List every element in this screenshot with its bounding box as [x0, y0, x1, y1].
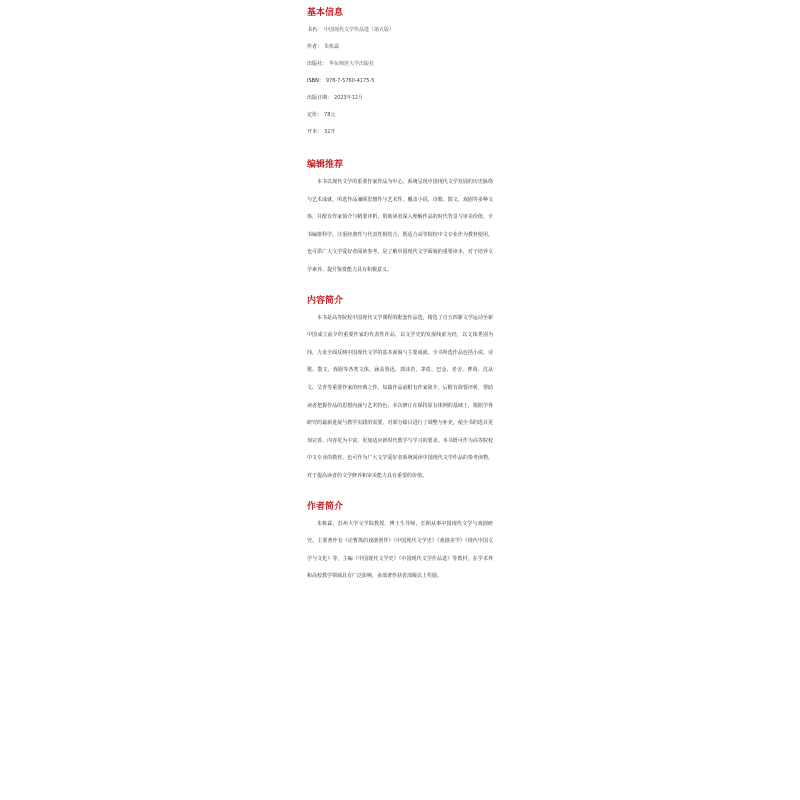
info-label: ISBN： — [307, 78, 324, 84]
author-intro-text: 朱栋霖，苏州大学文学院教授、博士生导师，长期从事中国现代文学与戏剧研究。主要著作有《论曹禺的戏剧创作》《中国现代文学史》《戏剧美学》《现代中国文学与文化》等，主编《中国现代文学史》《中国现代文学作品选》等教材，在学术界和高校教学领域具有广泛影响，多部著作获省部级以上奖励。 — [307, 520, 493, 580]
info-value: 32开 — [324, 129, 336, 135]
info-value: 朱栋霖 — [324, 44, 340, 50]
book-detail-panel — [307, 6, 493, 598]
info-value: 华东师范大学出版社 — [329, 61, 375, 67]
info-label: 作者： — [307, 44, 323, 50]
info-row-publisher — [307, 56, 493, 73]
info-value: 中国现代文学作品选（第五版） — [324, 27, 395, 33]
info-row-format — [307, 124, 493, 141]
info-row-isbn — [307, 73, 493, 90]
info-value: 2023年12月 — [334, 95, 364, 101]
info-label: 定价： — [307, 112, 323, 118]
info-row-author — [307, 39, 493, 56]
content-intro-text: 本书是高等院校中国现代文学课程的配套作品选，精选了自五四新文学运动至新中国成立前夕的重要作家的代表性作品，以文学史的发展线索为经，以文体类别为纬，力求全面反映中国现代文学的基本面貌与主要成就。全书所选作品包括小说、诗歌、散文、戏剧等各类文体，涵盖鲁迅、郭沫若、茅盾、巴金、老舍、曹禺、沈从文、艾青等重要作家的经典之作。每篇作品前附有作家简介，后附有简要评析，帮助读者把握作品的思想内涵与艺术特色。本次修订在保持原有体例的基础上，根据学界研究的最新进展与教学实践的需要，对部分篇目进行了调整与补充，使全书的选目更加完善，内容更为丰富，更加适应新时代教学与学习的要求。本书既可作为高等院校中文专业的教材，也可作为广大文学爱好者系统阅读中国现代文学作品的参考读物，对于提高读者的文学修养和审美能力具有重要的价值。 — [307, 314, 493, 479]
editor-recommend-section — [307, 158, 493, 280]
info-value: 78元 — [324, 112, 336, 118]
info-row-price — [307, 107, 493, 124]
info-row-pubdate — [307, 90, 493, 107]
info-value: 978-7-5760-4175-5 — [325, 78, 375, 84]
info-label: 出版日期： — [307, 95, 333, 101]
basic-info-title: 基本信息 — [307, 8, 344, 18]
content-intro-section — [307, 294, 493, 486]
editor-recommend-title: 编辑推荐 — [307, 160, 344, 170]
info-row-title — [307, 22, 493, 39]
info-label: 书名： — [307, 27, 323, 33]
info-label: 出版社： — [307, 61, 328, 67]
author-intro-section — [307, 500, 493, 586]
content-intro-title: 内容简介 — [307, 295, 344, 306]
editor-recommend-text: 本书以现代文学的重要作家作品为中心，系统呈现中国现代文学发展的历史脉络与艺术成就。所选作品兼顾思想性与艺术性，覆盖小说、诗歌、散文、戏剧等多种文体，并配有作家简介与精要评析，帮助读者深入理解作品的时代背景与审美价值。全书编排科学，注重经典性与代表性相结合，既适合高等院校中文专业作为教材使用，也可供广大文学爱好者阅读参考，是了解中国现代文学面貌的重要读本，对于培养文学素养、提升鉴赏能力具有积极意义。 — [307, 179, 493, 273]
info-label: 开本： — [307, 129, 323, 135]
author-intro-title: 作者简介 — [307, 501, 344, 512]
basic-info-section — [307, 6, 493, 141]
